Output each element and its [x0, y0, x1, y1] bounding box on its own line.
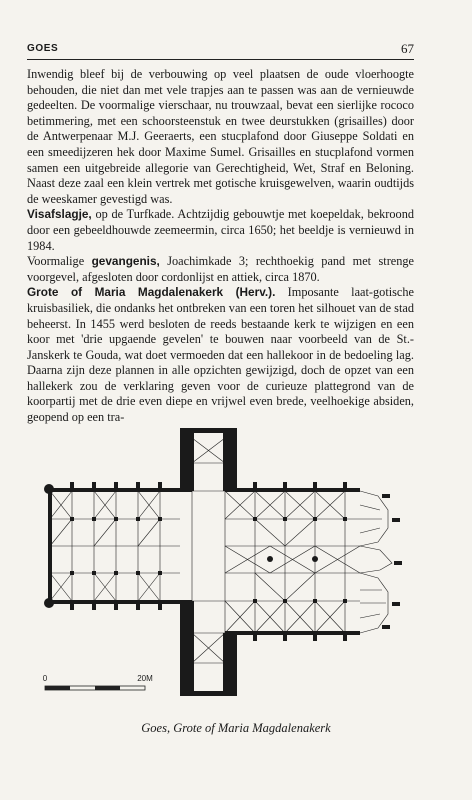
paragraph-text: Imposante laat-gotische kruisbasiliek, die ondanks het ontbreken van een toren het silhouet van de stad beheerst. In 1455 werd besloten de reeds bestaande kerk te wijzigen en een koor met 'drie upgaende gevelen' te bouwen naar voorbeeld van de St.-Janskerk te Gouda, wat doet vermoeden dat een hallekoor in de bedoeling lag. Daarna zijn deze plannen in alle opzichten gewijzigd, doch de opzet van een hallekerk zou de verklaring geven voor de curieuze plattegrond van de koorpartij met de drie even diepe en vrijwel even brede, veelhoekige absiden, geopend op een tra- — [27, 285, 415, 425]
entry-heading: Visafslagje, — [27, 207, 92, 222]
paragraph-grote-kerk — [27, 285, 414, 425]
walls — [44, 428, 402, 696]
nave-grid — [50, 491, 180, 601]
paragraph-text: op de Turfkade. Achtzijdig gebouwtje met koepeldak, bekroond door een gebeeldhouwde zeemeermin, circa 1650; het beeldje is vernieuwd in 1984. — [27, 207, 414, 253]
transept — [192, 438, 225, 688]
apses — [360, 491, 392, 633]
page-header — [27, 41, 414, 60]
entry-heading: Grote of Maria Magdalenakerk (Herv.). — [27, 285, 276, 300]
paragraph-text: Inwendig bleef bij de verbouwing op veel plaatsen de oude vloerhoogte behouden, die niet dan met vele trapjes aan te passen was aan de vernieuwde gedeelten. De voormalige vierschaar, nu trouwzaal, bevat een sierlijke rococo betimmering, met een schoorsteenstuk en twee deurstukken (grisailles) door de Antwerpenaar M.J. Geeraerts, een stucplafond door Giuseppe Soldati en een smeedijzeren hek door Maxime Sumel. Grisailles en stucplafond vormen samen een uitgebreide allegorie van Gerechtigheid, Wet, Straf en Beloning. Naast deze zaal een klein vertrek met gotische kruisgewelven, waarin oudtijds de weeskamer gevestigd was. — [27, 67, 414, 206]
paragraph-text: Joachimkade 3; rechthoekig pand met strenge voorgevel, afgesloten door cordonlijst en attiek, circa 1870. — [27, 254, 415, 284]
church-floor-plan — [30, 418, 410, 703]
paragraph-visafslag — [27, 207, 414, 254]
paragraph-interior — [27, 67, 414, 207]
scale-end-label: 20M — [137, 674, 153, 683]
running-head: GOES — [27, 43, 59, 54]
body-text — [27, 67, 414, 426]
page-number: 67 — [401, 41, 414, 56]
choir-vaults — [225, 491, 360, 633]
paragraph-gevangenis — [27, 254, 414, 285]
figure-caption: Goes, Grote of Maria Magdalenakerk — [141, 721, 331, 735]
scale-bar — [43, 674, 153, 690]
scale-start-label: 0 — [42, 674, 48, 683]
entry-prefix: Voormalige — [27, 254, 85, 269]
entry-heading: gevangenis, — [91, 254, 160, 269]
